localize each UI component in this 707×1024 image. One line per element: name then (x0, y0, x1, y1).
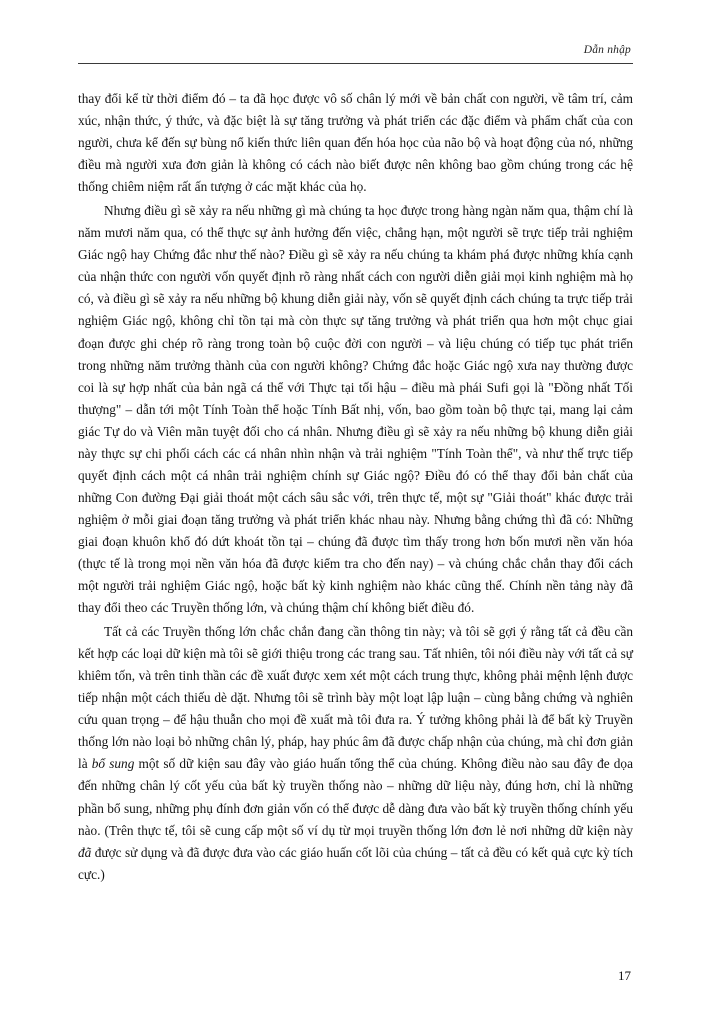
header-divider (78, 63, 633, 64)
running-head: Dẫn nhập (583, 44, 631, 56)
paragraph-1: thay đổi kể từ thời điểm đó – ta đã học được vô số chân lý mới về bản chất con người, về tâm trí, cảm xúc, nhận thức, ý thức, và đặc biệt là sự tăng trưởng và phát triển các đặc điểm và phẩm chất của con người, chưa kể đến sự bùng nổ kiến thức liên quan đến hóa học của não bộ và hoạt động của nó, những điều mà người xưa đơn giản là không có cách nào biết được nên không bao gồm chúng trong các hệ thống chiêm niệm rất ấn tượng ở các mặt khác của họ. (78, 91, 633, 195)
paragraph-2: Nhưng điều gì sẽ xảy ra nếu những gì mà chúng ta học được trong hàng ngàn năm qua, thậm chí là năm mươi năm qua, có thể thực sự ảnh hưởng đến việc, chẳng hạn, một người sẽ trực tiếp trải nghiệm Giác ngộ hay Chứng đắc như thế nào? Điều gì sẽ xảy ra nếu chúng ta khám phá được những khía cạnh của nhận thức con người vốn quyết định rõ ràng nhất cách con người diễn giải mọi kinh nghiệm mà họ có, và điều gì sẽ xảy ra nếu những bộ khung diễn giải này, vốn sẽ quyết định cách chúng ta trực tiếp trải nghiệm Giác ngộ, không chỉ tồn tại mà còn thực sự tăng trưởng và phát triển qua hơn một chục giai đoạn được ghi chép rõ ràng trong toàn bộ cuộc đời con người – và liệu chúng có tiếp tục phát triển trong những năm trưởng thành của con người không? Chứng đắc hoặc Giác ngộ xưa nay thường được coi là sự hợp nhất của bản ngã cá thể với Thực tại tối hậu – điều mà phái Sufi gọi là "Đồng nhất Tối thượng" – dẫn tới một Tính Toàn thể hoặc Tính Bất nhị, vốn, bao gồm toàn bộ thực tại, mang lại cảm giác Tự do và Viên mãn tuyệt đối cho cá nhân. Nhưng điều gì sẽ xảy ra nếu những bộ khung diễn giải này thực sự chi phối cách các cá nhân nhìn nhận và trải nghiệm "Tính Toàn thể", và như thế trực tiếp quyết định cách một cá nhân trải nghiệm chính sự Giác ngộ? Điều đó có thể thay đổi bản chất của những Con đường Đại giải thoát một cách sâu sắc với, trên thực tế, một sự "Giải thoát" khác được trải nghiệm ở mỗi giai đoạn tăng trưởng và phát triển khác nhau này. Nhưng bằng chứng thì đã có: Những giai đoạn khuôn khổ đó dứt khoát tồn tại – chúng đã được tìm thấy trong hơn bốn mươi nền văn hóa (thực tế là trong mọi nền văn hóa đã được kiểm tra cho đến nay) – và chúng chắc chắn thay đổi cách một người trải nghiệm Giác ngộ, hoặc bất kỳ kinh nghiệm nào khác cũng thế. Chính nền tảng này đã thay đổi theo các Truyền thống lớn, và chúng thậm chí không biết điều đó. (78, 203, 633, 616)
body-text (78, 88, 633, 958)
paragraph-3: Tất cả các Truyền thống lớn chắc chắn đang cần thông tin này; và tôi sẽ gợi ý rằng tất cả đều cần kết hợp các loại dữ kiện mà tôi sẽ giới thiệu trong các trang sau. Tất nhiên, tôi nói điều này với tất cả sự khiêm tốn, và trên tinh thần các đề xuất được xem xét một cách trung thực, không phải mệnh lệnh được tiếp nhận một cách thiếu dè dặt. Nhưng tôi sẽ trình bày một loạt lập luận – cùng bằng chứng và nghiên cứu quan trọng – để hậu thuẫn cho mọi đề xuất mà tôi đưa ra. Ý tưởng không phải là để bất kỳ Truyền thống lớn nào loại bỏ những chân lý, pháp, hay phúc âm đã được chấp nhận của chúng, mà chỉ đơn giản là bổ sung một số dữ kiện sau đây vào giáo huấn tổng thể của chúng. Không điều nào sau đây đe dọa đến những chân lý cốt yếu của bất kỳ truyền thống nào – những dữ liệu này, đúng hơn, chỉ là những phần bổ sung, những phụ đính đơn giản vốn có thể được dễ dàng đưa vào bất kỳ truyền thống chính yếu nào. (Trên thực tế, tôi sẽ cung cấp một số ví dụ từ mọi truyền thống lớn đơn lẻ nơi những dữ kiện này đã được sử dụng và đã được đưa vào các giáo huấn cốt lõi của chúng – tất cả đều có kết quả cực kỳ tích cực.) (78, 624, 633, 882)
page-number: 17 (618, 968, 631, 983)
